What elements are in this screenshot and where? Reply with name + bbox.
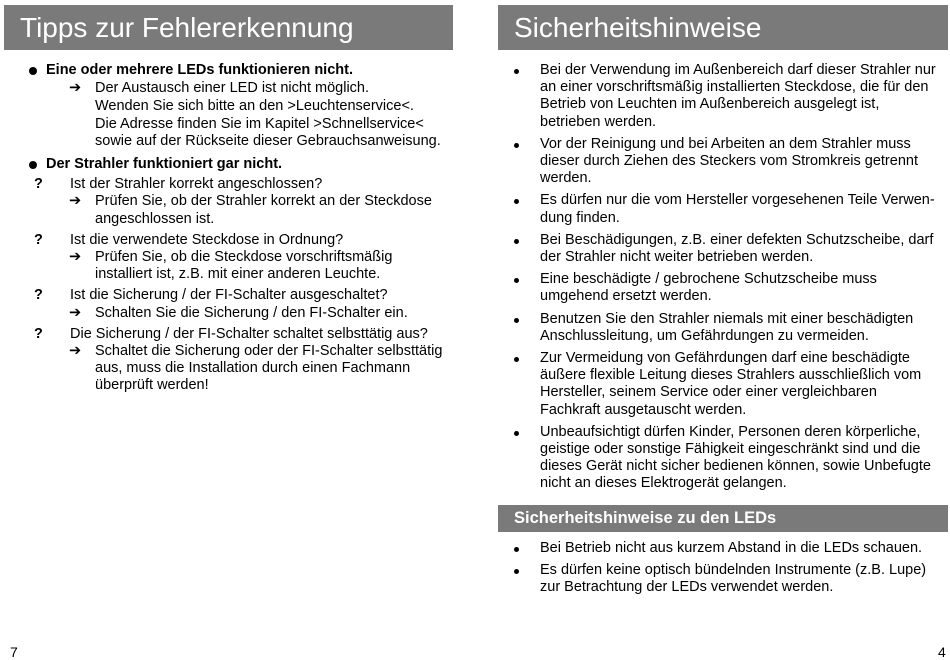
safety-item-line: Eine beschädigte / gebrochene Schutzscheibe muss	[540, 271, 877, 288]
safety-item-line: zur Betrachtung der LEDs verwendet werden.	[540, 579, 834, 596]
safety-item-line: dieser durch Ziehen des Steckers vom Stromkreis getrennt	[540, 153, 918, 170]
safety-item-line: Vor der Reinigung und bei Arbeiten an dem Strahler muss	[540, 135, 911, 152]
question-mark-icon: ?	[34, 176, 43, 193]
question-item	[4, 326, 453, 395]
led-section-title: Sicherheitshinweise zu den LEDs	[498, 505, 948, 532]
section-heading: Eine oder mehrere LEDs funktionieren nicht.	[46, 62, 353, 78]
left-page-title: Tipps zur Fehlererkennung	[4, 5, 453, 50]
answer-line: Prüfen Sie, ob die Steckdose vorschriftsmäßig	[95, 249, 393, 266]
safety-item-line: Betrieb von Leuchten im Außenbereich ausgelegt ist,	[540, 96, 880, 113]
answer-line: angeschlossen ist.	[95, 210, 215, 227]
safety-item-line: nicht an dieses Elektrogerät gelangen.	[540, 475, 787, 492]
arrow-icon: ➔	[69, 193, 82, 210]
safety-item-line: an einer vorschriftsmäßig installierten Steckdose, die für den	[540, 79, 929, 96]
bullet-dot-icon	[514, 318, 519, 323]
question-text: Ist der Strahler korrekt angeschlossen?	[70, 176, 323, 193]
arrow-icon: ➔	[69, 249, 82, 266]
safety-item	[498, 311, 948, 345]
safety-list	[498, 62, 948, 493]
arrow-line: Die Adresse finden Sie im Kapitel >Schnellservice<	[95, 115, 424, 132]
bullet-dot-icon	[29, 67, 37, 75]
right-page	[498, 5, 948, 601]
safety-item-line: Bei der Verwendung im Außenbereich darf dieser Strahler nur	[540, 62, 936, 78]
arrow-block	[4, 80, 453, 150]
answer-line: Schalten Sie die Sicherung / den FI-Schalter ein.	[95, 304, 408, 321]
question-mark-icon: ?	[34, 287, 43, 304]
safety-item-line: Bei Betrieb nicht aus kurzem Abstand in die LEDs schauen.	[540, 539, 923, 556]
safety-item-line: geistige oder sonstige Fähigkeit eingeschränkt sind und die	[540, 441, 921, 458]
answer-line: aus, muss die Installation durch einen Fachmann	[95, 360, 411, 377]
answer-line: überprüft werden!	[95, 377, 209, 394]
safety-item-line: der Strahler nicht weiter betrieben werden.	[540, 249, 814, 266]
arrow-icon: ➔	[69, 343, 82, 360]
bullet-dot-icon	[514, 278, 519, 283]
bullet-dot-icon	[514, 569, 519, 574]
safety-item-line: dung finden.	[540, 209, 620, 226]
bullet-dot-icon	[29, 161, 37, 169]
question-text: Ist die Sicherung / der FI-Schalter ausgeschaltet?	[70, 287, 388, 304]
answer-line: Prüfen Sie, ob der Strahler korrekt an der Steckdose	[95, 193, 432, 210]
safety-item	[498, 192, 948, 226]
safety-item-line: umgehend ersetzt werden.	[540, 288, 712, 305]
section-leds	[4, 62, 453, 79]
arrow-icon: ➔	[69, 304, 82, 321]
safety-item-line: werden.	[540, 170, 592, 187]
answer-line: Schaltet die Sicherung oder der FI-Schalter selbsttätig	[95, 343, 443, 360]
safety-item-line: Zur Vermeidung von Gefährdungen darf eine beschädigte	[540, 350, 910, 367]
safety-item	[498, 62, 948, 131]
safety-item	[498, 232, 948, 266]
safety-item	[498, 136, 948, 188]
led-safety-list	[498, 540, 948, 597]
page-number-left: 7	[10, 644, 18, 660]
safety-item-line: dieses Gerät nicht sicher bedienen können, sowie Unbefugte	[540, 458, 931, 475]
arrow-icon: ➔	[69, 80, 82, 97]
question-mark-icon: ?	[34, 231, 43, 248]
safety-item-line: Anschlussleitung, um Gefährdungen zu vermeiden.	[540, 327, 869, 344]
safety-item-line: Unbeaufsichtigt dürfen Kinder, Personen deren körperliche,	[540, 423, 921, 440]
safety-item	[498, 562, 948, 596]
safety-item-line: betrieben werden.	[540, 113, 657, 130]
answer-line: installiert ist, z.B. mit einer anderen Leuchte.	[95, 266, 381, 283]
bullet-dot-icon	[514, 431, 519, 436]
safety-item-line: äußere flexible Leitung dieses Strahlers ausschließlich vom	[540, 367, 922, 384]
bullet-dot-icon	[514, 199, 519, 204]
safety-item-line: Es dürfen nur die vom Hersteller vorgesehenen Teile Verwen-	[540, 192, 935, 209]
question-item	[4, 232, 453, 284]
section-not-working	[4, 156, 453, 173]
bullet-dot-icon	[514, 239, 519, 244]
safety-item	[498, 424, 948, 493]
bullet-dot-icon	[514, 357, 519, 362]
question-mark-icon: ?	[34, 325, 43, 342]
safety-item	[498, 350, 948, 419]
safety-item	[498, 540, 948, 557]
safety-item-line: Hersteller, seinem Service oder einer vergleichbaren	[540, 384, 877, 401]
left-page	[4, 5, 453, 395]
bullet-dot-icon	[514, 69, 519, 74]
safety-item-line: Benutzen Sie den Strahler niemals mit einer beschädigten	[540, 310, 914, 327]
right-page-title: Sicherheitshinweise	[498, 5, 948, 50]
safety-item-line: Es dürfen keine optisch bündelnden Instrumente (z.B. Lupe)	[540, 561, 927, 578]
safety-item-line: Fachkraft ausgetauscht werden.	[540, 401, 747, 418]
question-text: Die Sicherung / der FI-Schalter schaltet selbsttätig aus?	[70, 325, 428, 342]
bullet-dot-icon	[514, 547, 519, 552]
arrow-line: Wenden Sie sich bitte an den >Leuchtenservice<.	[95, 98, 414, 115]
safety-item	[498, 271, 948, 305]
question-item	[4, 287, 453, 321]
arrow-line: Der Austausch einer LED ist nicht möglich.	[95, 80, 370, 97]
question-text: Ist die verwendete Steckdose in Ordnung?	[70, 231, 344, 248]
page-number-right: 4	[938, 644, 946, 660]
section-heading: Der Strahler funktioniert gar nicht.	[46, 156, 283, 173]
safety-item-line: Bei Beschädigungen, z.B. einer defekten Schutzscheibe, darf	[540, 231, 934, 248]
bullet-dot-icon	[514, 143, 519, 148]
question-item	[4, 176, 453, 228]
arrow-line: sowie auf der Rückseite dieser Gebrauchsanweisung.	[95, 132, 441, 149]
